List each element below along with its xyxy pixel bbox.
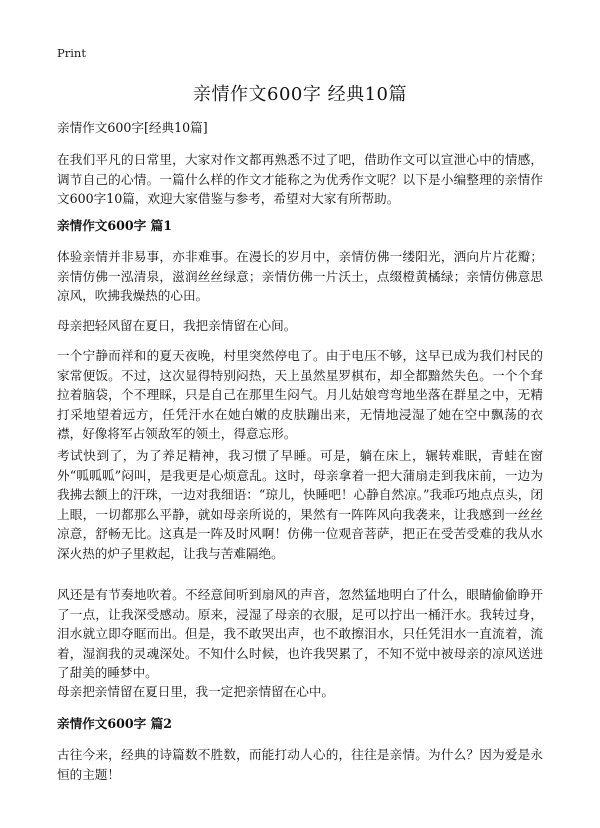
paragraph: 母亲把亲情留在夏日里，我一定把亲情留在心中。 — [57, 684, 335, 699]
paragraph: 考试快到了，为了养足精神，我习惯了早睡。可是，躺在床上，辗转难眠，青蛙在窗外“呱呱呱”闷叫，是我更是心烦意乱。这时，母亲拿着一把大蒲扇走到我床前，一边为我拂去额上的汗珠，一边对我细语：“琼儿，快睡吧！心静自然凉。”我乖巧地点点头，闭上眼，一切都那么平静，就如母亲所说的，果然有一阵阵风向我袭来，让我感到一丝丝凉意，舒畅无比。这真是一阵及时风啊！仿佛一位观音菩萨，把正在受苦受难的我从水深火热的炉子里救起，让我与苦难隔绝。 — [57, 448, 543, 561]
print-link[interactable]: Print — [57, 46, 86, 60]
paragraph: 母亲把轻风留在夏日，我把亲情留在心间。 — [57, 318, 297, 333]
section-heading-1: 亲情作文600字 篇1 — [57, 218, 172, 233]
paragraph: 风还是有节奏地吹着。不经意间听到扇风的声音，忽然猛地明白了什么，眼睛偷偷睁开了一点，让我深受感动。原来，浸湿了母亲的衣服，足可以拧出一桶汗水。我转过身，泪水就立即夺眶而出。但是，我不敢哭出声，也不敢擦泪水，只任凭泪水一直流着，流着，湿润我的灵魂深处。不知什么时候，也许我哭累了，不知不觉中被母亲的凉风送进了甜美的睡梦中。 — [57, 587, 543, 680]
page-title: 亲情作文600字 经典10篇 — [193, 84, 407, 105]
document-subtitle: 亲情作文600字[经典10篇] — [57, 120, 208, 135]
section-heading-2: 亲情作文600字 篇2 — [57, 716, 172, 731]
paragraph: 一个宁静而祥和的夏天夜晚，村里突然停电了。由于电压不够，这早已成为我们村民的家常便饭。不过，这次显得特别闷热，天上虽然星罗棋布，却全都黯然失色。一个个耷拉着脑袋，个不理睬，只是自己在那里生闷气。月儿姑娘弯弯地坐落在群星之中，无精打采地望着远方，任凭汗水在她白嫩的皮肤蹦出来，无情地浸湿了她在空中飘荡的衣襟，好像将军占领敌军的领土，得意忘形。 — [57, 348, 543, 441]
paragraph: 体验亲情并非易事，亦非难事。在漫长的岁月中，亲情仿佛一缕阳光，洒向片片花瓣；亲情仿佛一泓清泉，滋润丝丝绿意；亲情仿佛一片沃土，点缀橙黄橘绿；亲情仿佛意思凉风，吹拂我燥热的心田。 — [57, 249, 543, 303]
paragraph: 古往今来，经典的诗篇数不胜数，而能打动人心的，往往是亲情。为什么？因为爱是永恒的主题！ — [57, 747, 543, 782]
intro-paragraph: 在我们平凡的日常里，大家对作文都再熟悉不过了吧，借助作文可以宣泄心中的情感，调节自己的心情。一篇什么样的作文才能称之为优秀作文呢？以下是小编整理的亲情作文600字10篇，欢迎大家借鉴与参考，希望对大家有所帮助。 — [57, 152, 543, 206]
